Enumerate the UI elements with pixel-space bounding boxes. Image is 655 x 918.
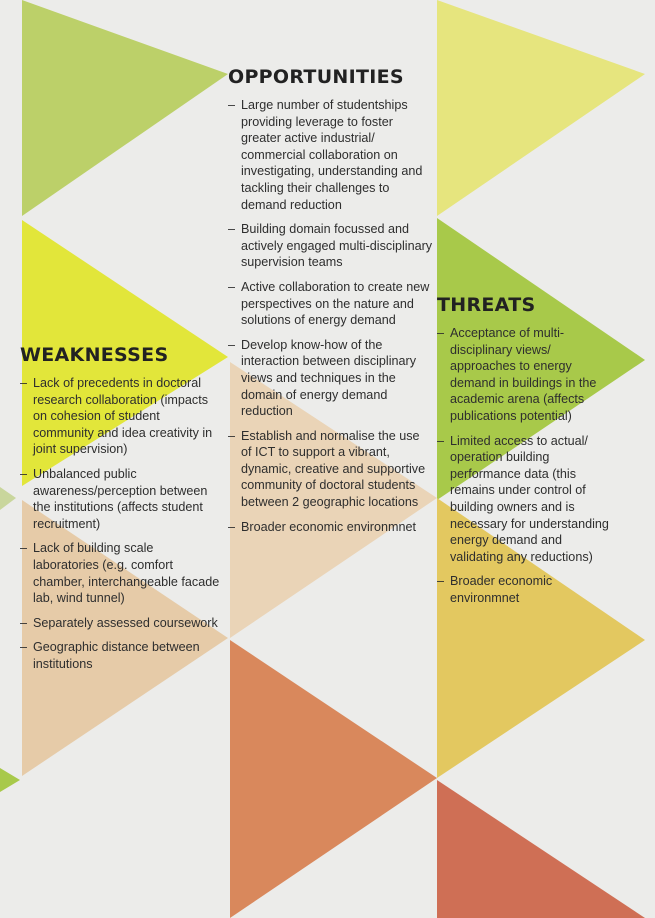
- list-item: – Building domain focussed and actively engaged multi-disciplinary supervision teams: [228, 221, 433, 271]
- threats-heading: THREATS: [437, 294, 536, 316]
- opportunities-list: [228, 97, 433, 535]
- list-item: – Broader economic environmnet: [437, 573, 617, 606]
- tri-far-left-sliver-1: [0, 487, 16, 510]
- list-item: – Broader economic environmnet: [228, 519, 433, 536]
- opportunities-section: [228, 66, 433, 543]
- tri-right-brick: [437, 780, 645, 918]
- threats-list: [437, 325, 617, 607]
- list-item: – Limited access to actual/ operation building performance data (this remains under control of building owners and is necessary for understanding energy demand and validating any reductions): [437, 433, 617, 566]
- list-item: – Lack of building scale laboratories (e.g. comfort chamber, interchangeable facade lab, wind tunnel): [20, 540, 220, 606]
- list-item: – Acceptance of multi-disciplinary views/ approaches to energy demand in buildings in the academic arena (affects publications potential): [437, 325, 617, 425]
- list-item: – Lack of precedents in doctoral research collaboration (impacts on cohesion of student community and idea creativity in joint supervision): [20, 375, 220, 458]
- tri-far-left-sliver-2: [0, 768, 20, 792]
- list-item: – Develop know-how of the interaction between disciplinary views and techniques in the domain of energy demand reduction: [228, 337, 433, 420]
- weaknesses-heading: WEAKNESSES: [20, 344, 169, 366]
- list-item: – Large number of studentships providing leverage to foster greater active industrial/ commercial collaboration on investigating, understanding and tackling their challenges to demand reduction: [228, 97, 433, 213]
- tri-right-top-yellow: [437, 0, 645, 216]
- list-item: – Geographic distance between institutions: [20, 639, 220, 672]
- opportunities-heading: OPPORTUNITIES: [228, 66, 404, 88]
- list-item: – Establish and normalise the use of ICT to support a vibrant, dynamic, creative and supportive community of doctoral students between 2 geographic locations: [228, 428, 433, 511]
- tri-top-left-green: [22, 0, 228, 216]
- list-item: – Active collaboration to create new perspectives on the nature and solutions of energy demand: [228, 279, 433, 329]
- weaknesses-list: [20, 375, 220, 673]
- tri-mid-terracotta: [230, 640, 437, 918]
- list-item: – Unbalanced public awareness/perception between the institutions (affects student recruitment): [20, 466, 220, 532]
- weaknesses-section: [20, 344, 220, 681]
- list-item: – Separately assessed coursework: [20, 615, 220, 632]
- threats-section: [437, 294, 617, 615]
